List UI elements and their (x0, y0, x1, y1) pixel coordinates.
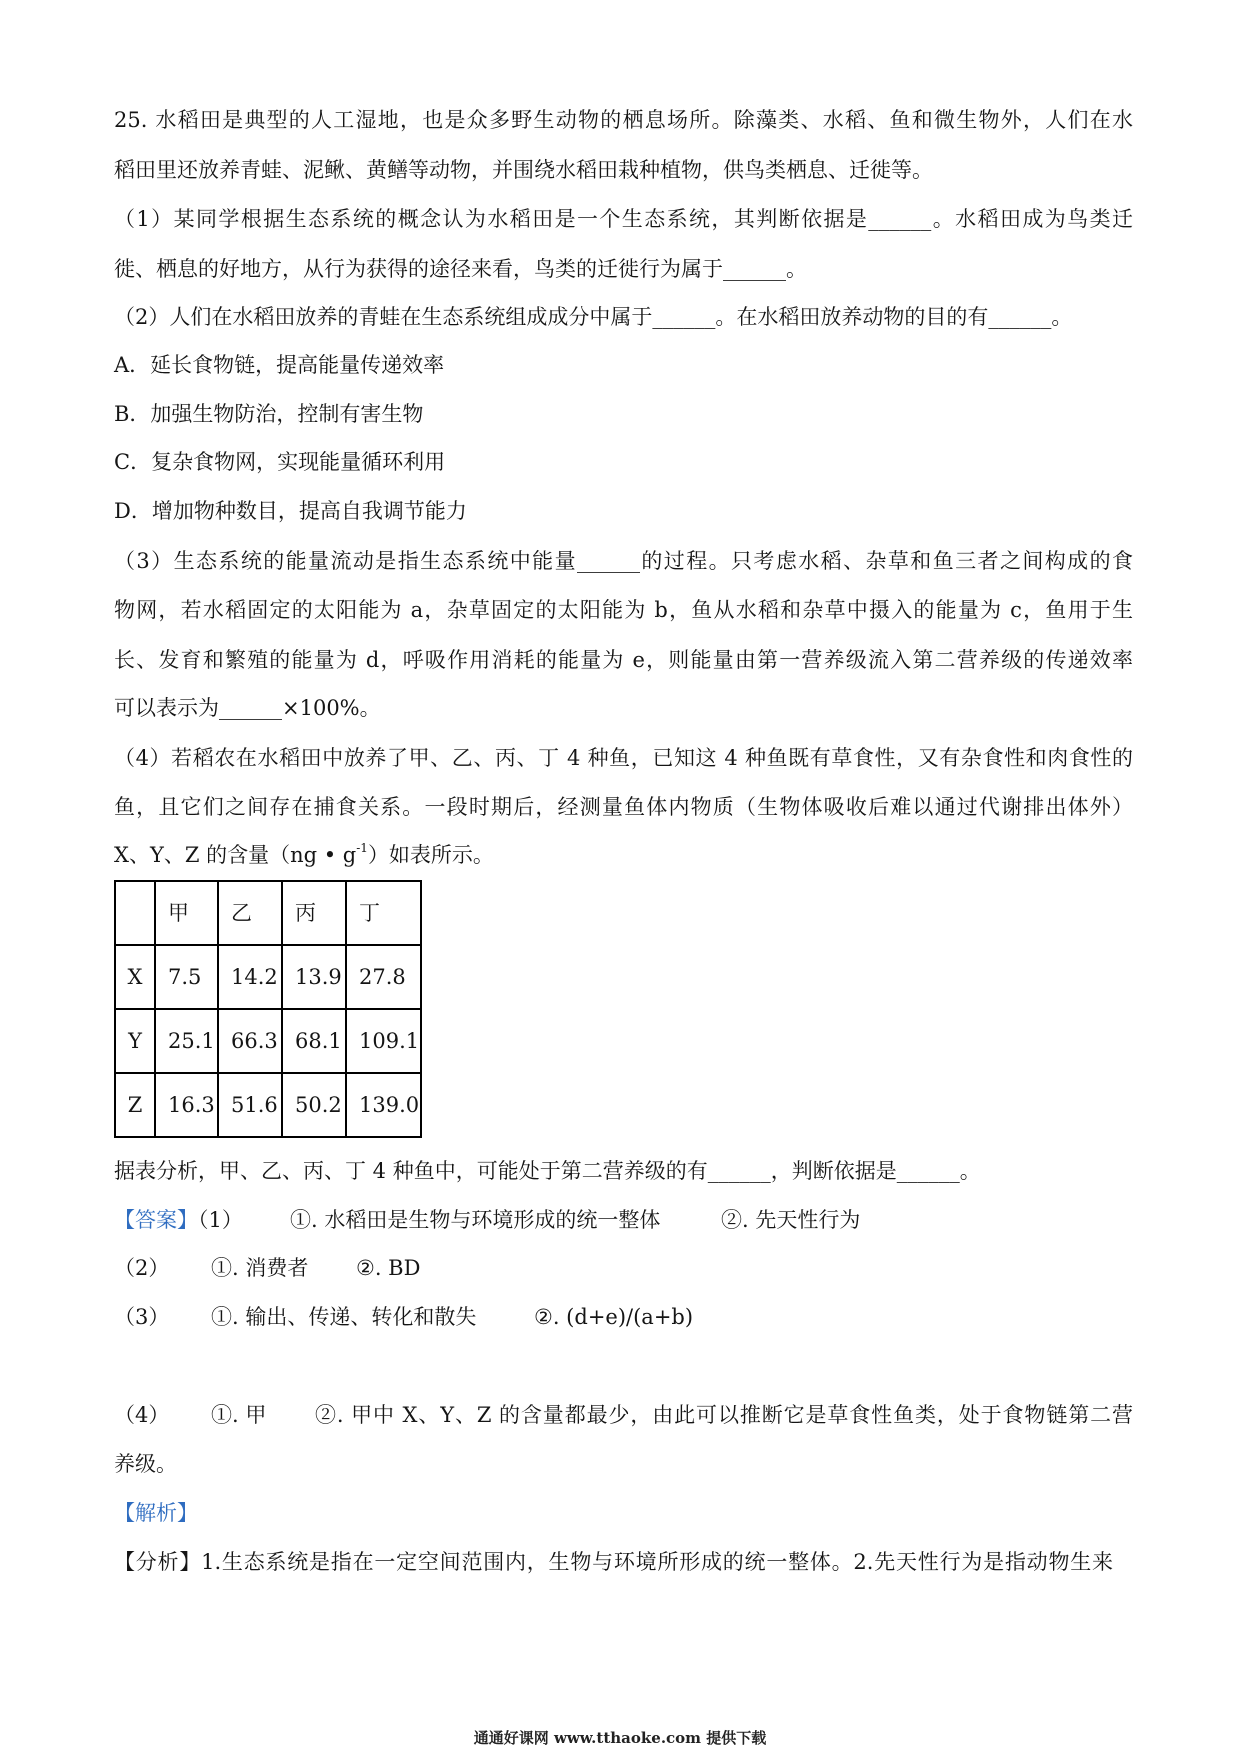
table-cell: 51.6 (218, 1073, 282, 1137)
question-part-3-line-4: 可以表示为______×100%。 (114, 696, 381, 720)
table-cell: 14.2 (218, 945, 282, 1009)
answer-tag: 【答案】 (114, 1208, 198, 1232)
question-part-3-line-3: 长、发育和繁殖的能量为 d，呼吸作用消耗的能量为 e，则能量由第一营养级流入第二营养级的传递效率 (114, 648, 1133, 672)
table-header-cell: 甲 (155, 881, 218, 945)
answer-part-number: （4） (114, 1403, 170, 1427)
table-cell: 7.5 (155, 945, 218, 1009)
option-a: A．延长食物链，提高能量传递效率 (114, 353, 445, 377)
table-corner-cell (115, 881, 155, 945)
table-row (115, 1009, 421, 1073)
table-row (115, 945, 421, 1009)
table-header-cell: 丁 (346, 881, 421, 945)
answer-item: ①. 输出、传递、转化和散失 (211, 1305, 477, 1329)
table-cell: 16.3 (155, 1073, 218, 1137)
answer-line-1 (114, 1205, 861, 1235)
table-cell: 25.1 (155, 1009, 218, 1073)
analysis-text: 1.生态系统是指在一定空间范围内，生物与环境所形成的统一整体。2.先天性行为是指动物生来 (201, 1550, 1113, 1574)
table-row-label: Y (115, 1009, 155, 1073)
after-table-question: 据表分析，甲、乙、丙、丁 4 种鱼中，可能处于第二营养级的有______，判断依据是______。 (114, 1159, 981, 1183)
answer-line-3 (114, 1302, 694, 1332)
answer-item: ②. (d+e)/(a+b) (534, 1305, 694, 1329)
answer-part-number: （2） (114, 1256, 170, 1280)
table-intro-before: X、Y、Z 的含量（ng • g (114, 843, 357, 867)
question-line-1: 25. 水稻田是典型的人工湿地，也是众多野生动物的栖息场所。除藻类、水稻、鱼和微生物外，人们在水 (114, 108, 1133, 132)
page-footer: 通通好课网 www.tthaoke.com 提供下载 (473, 1729, 767, 1747)
table-header-cell: 乙 (218, 881, 282, 945)
answer-item: ②. BD (356, 1256, 421, 1280)
table-cell: 27.8 (346, 945, 421, 1009)
analysis-line (114, 1547, 1113, 1577)
answer-item: ②. 先天性行为 (721, 1208, 861, 1232)
question-part-3-line-2: 物网，若水稻固定的太阳能为 a，杂草固定的太阳能为 b，鱼从水稻和杂草中摄入的能量为 c，鱼用于生 (114, 598, 1133, 622)
table-row-label: Z (115, 1073, 155, 1137)
question-part-3-line-1: （3）生态系统的能量流动是指生态系统中能量______的过程。只考虑水稻、杂草和鱼三者之间构成的食 (114, 549, 1133, 573)
table-cell: 139.0 (346, 1073, 421, 1137)
answer-part-number: （3） (114, 1305, 170, 1329)
substance-content-table (114, 880, 422, 1138)
option-b: B．加强生物防治，控制有害生物 (114, 402, 424, 426)
option-d: D．增加物种数目，提高自我调节能力 (114, 499, 467, 523)
answer-item: ②. 甲中 X、Y、Z 的含量都最少，由此可以推断它是草食性鱼类，处于食物链第二营 (315, 1403, 1133, 1427)
answer-part-number: （1） (198, 1208, 243, 1232)
table-header-row (115, 881, 421, 945)
table-intro-line (114, 840, 494, 870)
table-intro-after: ）如表所示。 (367, 843, 494, 867)
table-cell: 66.3 (218, 1009, 282, 1073)
analysis-sub-tag: 【分析】 (114, 1550, 202, 1574)
table-row-label: X (115, 945, 155, 1009)
table-intro-superscript: -1 (356, 841, 368, 855)
option-c: C．复杂食物网，实现能量循环利用 (114, 450, 446, 474)
answer-line-4-continuation: 养级。 (114, 1452, 177, 1476)
table-row (115, 1073, 421, 1137)
table-cell: 50.2 (282, 1073, 346, 1137)
answer-item: ①. 水稻田是生物与环境形成的统一整体 (290, 1208, 661, 1232)
answer-line-4 (114, 1400, 1133, 1430)
question-part-1-line-2: 徙、栖息的好地方，从行为获得的途径来看，鸟类的迁徙行为属于______。 (114, 257, 807, 281)
answer-item: ①. 消费者 (211, 1256, 309, 1280)
table-cell: 68.1 (282, 1009, 346, 1073)
analysis-tag: 【解析】 (114, 1501, 198, 1525)
question-part-2-line: （2）人们在水稻田放养的青蛙在生态系统组成成分中属于______。在水稻田放养动物的目的有______。 (114, 305, 1073, 329)
answer-line-2 (114, 1253, 421, 1283)
table-cell: 109.1 (346, 1009, 421, 1073)
question-part-4-line-1: （4）若稻农在水稻田中放养了甲、乙、丙、丁 4 种鱼，已知这 4 种鱼既有草食性，又有杂食性和肉食性的 (114, 746, 1133, 770)
answer-item: ①. 甲 (211, 1403, 267, 1427)
question-line-2: 稻田里还放养青蛙、泥鳅、黄鳝等动物，并围绕水稻田栽种植物，供鸟类栖息、迁徙等。 (114, 158, 933, 182)
table-cell: 13.9 (282, 945, 346, 1009)
table-header-cell: 丙 (282, 881, 346, 945)
question-part-4-line-2: 鱼，且它们之间存在捕食关系。一段时期后，经测量鱼体内物质（生物体吸收后难以通过代谢排出体外） (114, 795, 1133, 819)
question-part-1-line-1: （1）某同学根据生态系统的概念认为水稻田是一个生态系统，其判断依据是______。水稻田成为鸟类迁 (114, 207, 1133, 231)
